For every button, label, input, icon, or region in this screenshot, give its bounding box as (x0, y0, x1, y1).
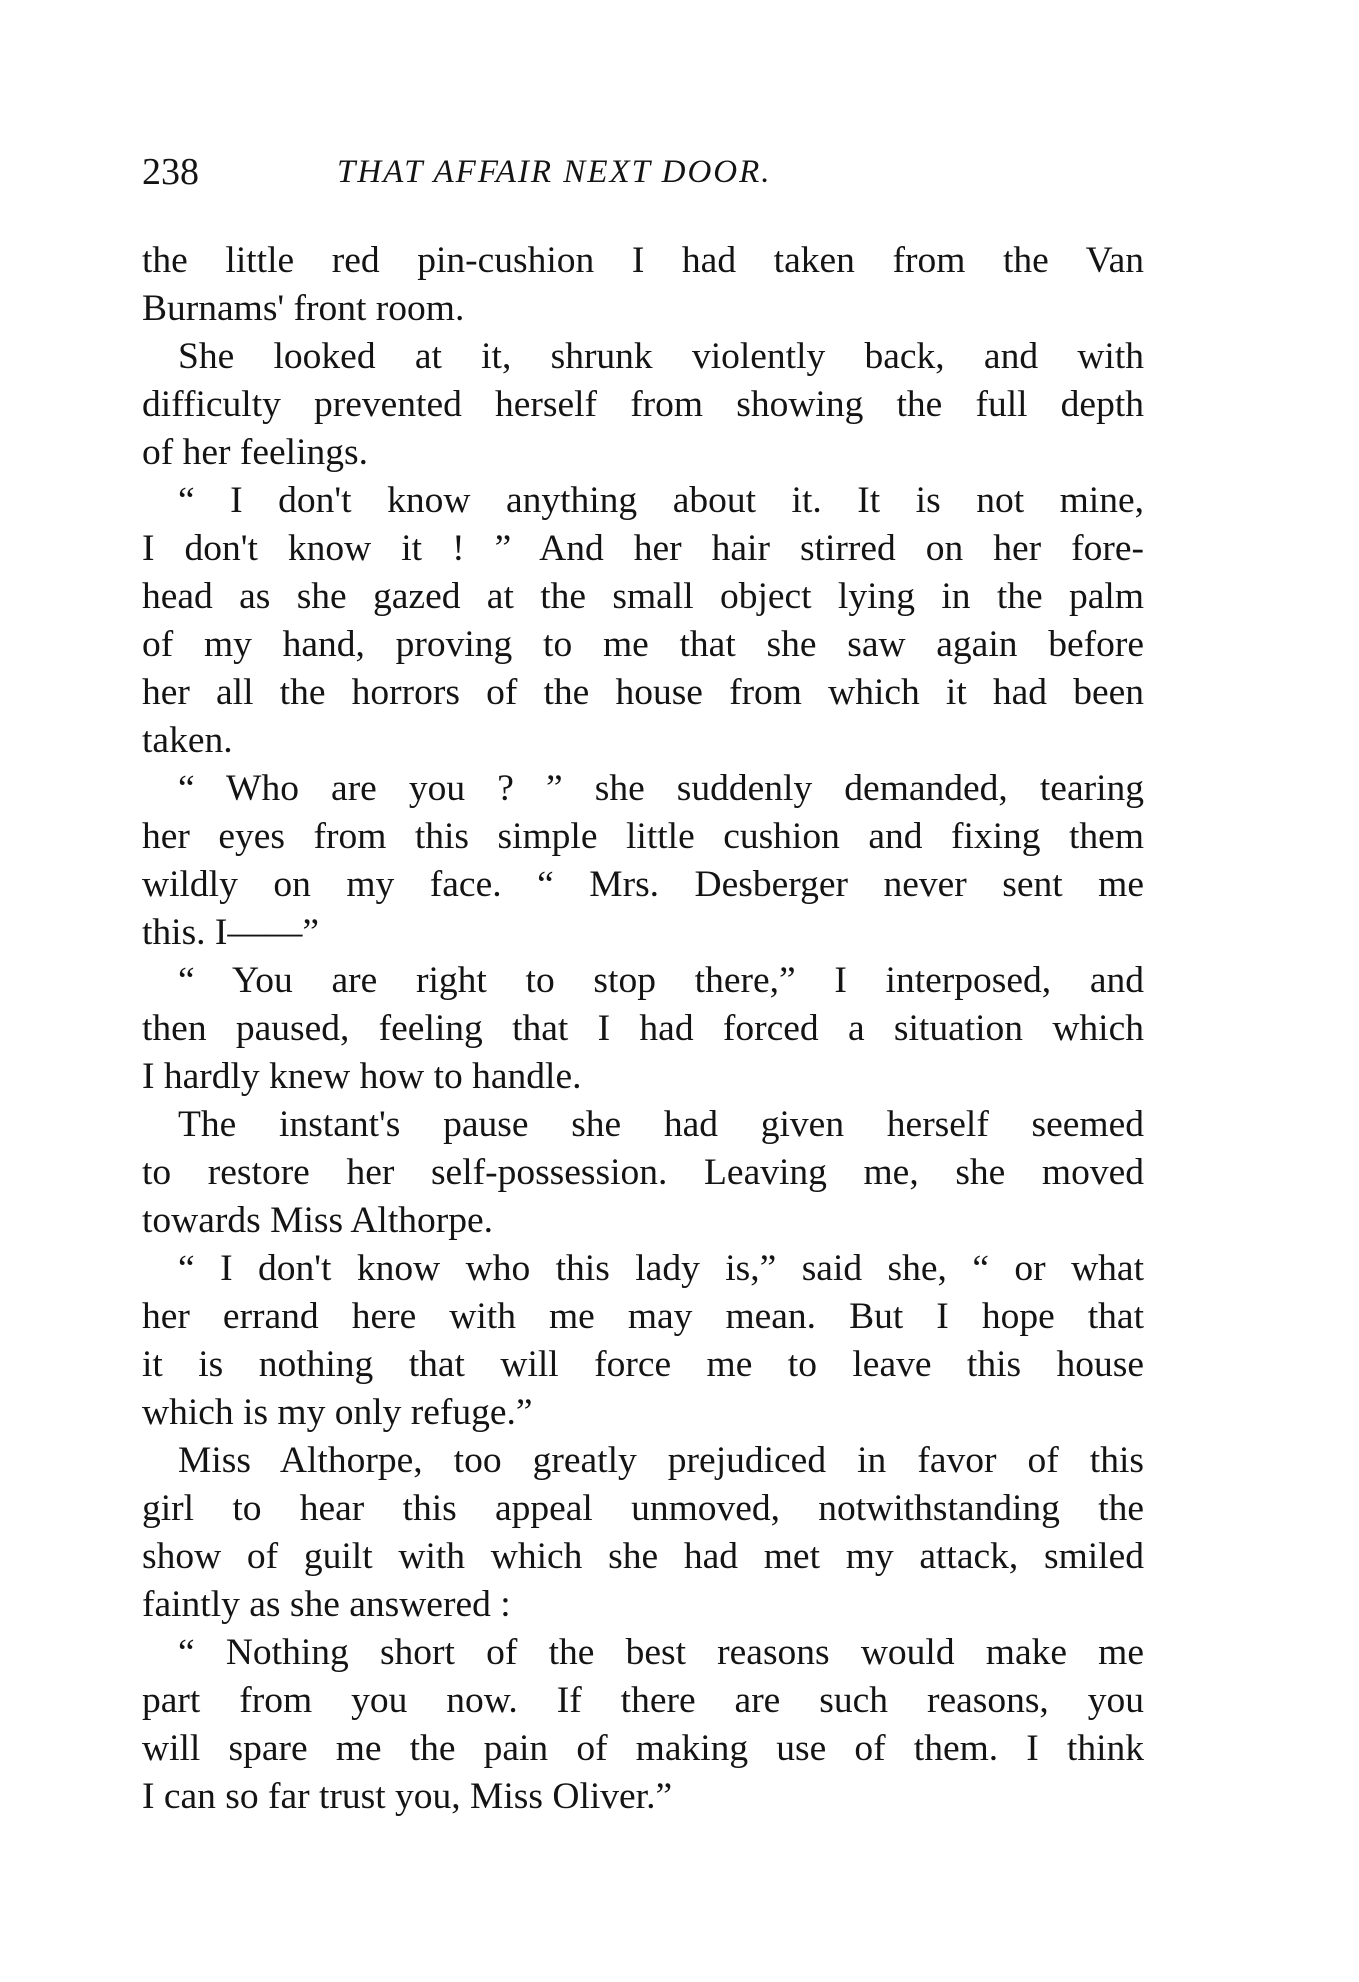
running-head: THAT AFFAIR NEXT DOOR. (337, 154, 772, 190)
text-line: The instant's pause she had given herself seemed (178, 1104, 1144, 1145)
text-line: Burnams' front room. (142, 288, 465, 329)
text-line: Miss Althorpe, too greatly prejudiced in favor of this (178, 1440, 1144, 1481)
text-line: I hardly knew how to handle. (142, 1056, 582, 1097)
text-line: “ Who are you ? ” she suddenly demanded, tearing (178, 768, 1144, 809)
text-line: will spare me the pain of making use of them. I think (142, 1728, 1144, 1769)
text-line: the little red pin-cushion I had taken from the Van (142, 240, 1144, 281)
page-header (142, 150, 1142, 210)
text-line: her eyes from this simple little cushion and fixing them (142, 816, 1144, 857)
text-line: “ You are right to stop there,” I interposed, and (178, 960, 1144, 1001)
text-line: taken. (142, 720, 233, 761)
text-line: then paused, feeling that I had forced a situation which (142, 1008, 1144, 1049)
text-line: of my hand, proving to me that she saw again before (142, 624, 1144, 665)
text-line: head as she gazed at the small object lying in the palm (142, 576, 1144, 617)
text-line: wildly on my face. “ Mrs. Desberger never sent me (142, 864, 1144, 905)
text-line: I don't know it ! ” And her hair stirred on her fore- (142, 528, 1144, 569)
text-line: faintly as she answered : (142, 1584, 511, 1625)
text-line: which is my only refuge.” (142, 1392, 533, 1433)
text-line: her all the horrors of the house from which it had been (142, 672, 1144, 713)
body-text (142, 237, 1144, 1821)
text-line: her errand here with me may mean. But I hope that (142, 1296, 1144, 1337)
text-line: part from you now. If there are such reasons, you (142, 1680, 1144, 1721)
text-line: She looked at it, shrunk violently back, and with (178, 336, 1144, 377)
text-line: “ I don't know anything about it. It is not mine, (178, 480, 1144, 521)
text-line: it is nothing that will force me to leave this house (142, 1344, 1144, 1385)
text-line: girl to hear this appeal unmoved, notwithstanding the (142, 1488, 1144, 1529)
text-line: show of guilt with which she had met my attack, smiled (142, 1536, 1144, 1577)
text-line: this. I——” (142, 912, 320, 953)
page-number: 238 (142, 151, 199, 193)
text-line: I can so far trust you, Miss Oliver.” (142, 1776, 673, 1817)
text-line: “ Nothing short of the best reasons would make me (178, 1632, 1144, 1673)
text-line: difficulty prevented herself from showing the full depth (142, 384, 1144, 425)
text-line: towards Miss Althorpe. (142, 1200, 494, 1241)
text-line: to restore her self-possession. Leaving me, she moved (142, 1152, 1144, 1193)
text-line: of her feelings. (142, 432, 368, 473)
text-line: “ I don't know who this lady is,” said she, “ or what (178, 1248, 1144, 1289)
